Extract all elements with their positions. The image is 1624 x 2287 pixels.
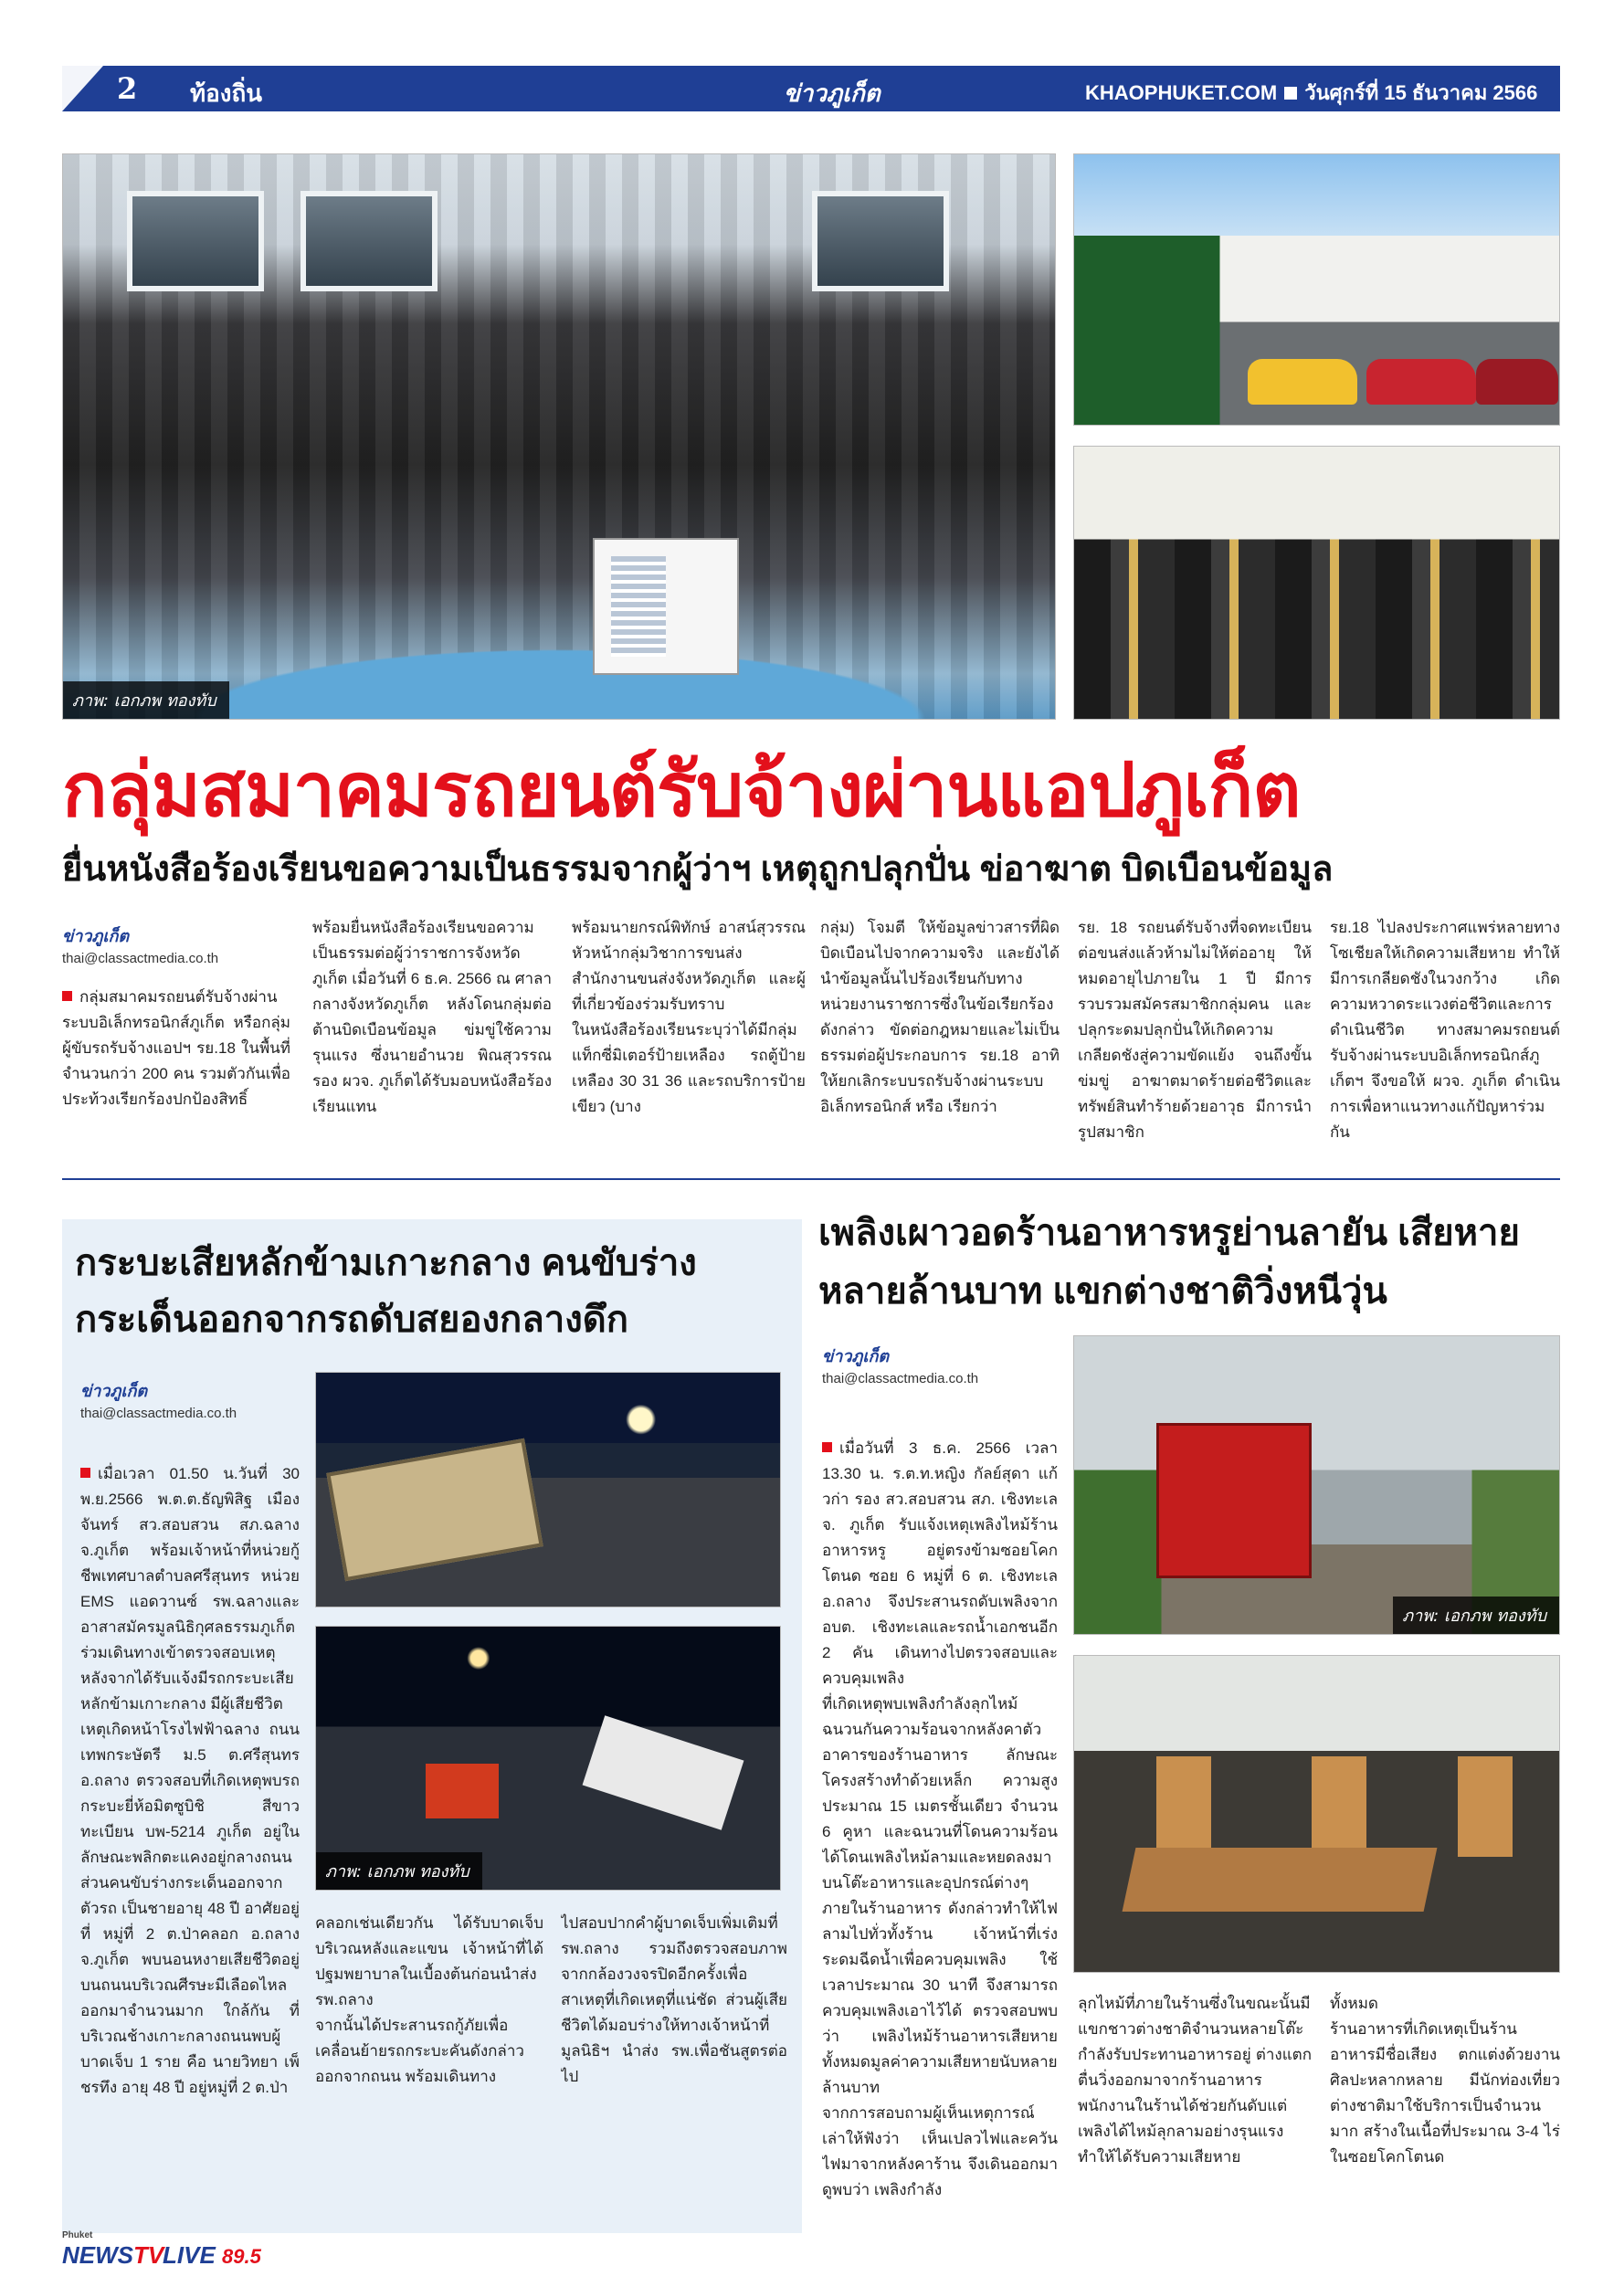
byline-email[interactable]: thai@classactmedia.co.th xyxy=(80,1406,237,1421)
bullet-icon xyxy=(822,1442,832,1452)
story3-column-3: ทั้งหมด ร้านอาหารที่เกิดเหตุเป็นร้านอาหารมีชื่อเสียง ตกแต่งด้วยงานศิลปะหลากหลาย มีนักท่องเที่ยวต่างชาติมาใช้บริการเป็นจำนวนมาก สร้างในเนื้อที่ประมาณ 3-4 ไร่ในซอยโคกโตนด xyxy=(1330,1995,1560,2166)
page-number: 2 xyxy=(117,71,138,106)
story1-column-4: กลุ่ม) โจมตี ให้ข้อมูลข่าวสารที่ผิด บิดเบือนไปจากความจริง และยังได้นำข้อมูลนั้นไปร้องเรียนกับทางหน่วยงานราชการซึ่งในข้อเรียกร้องดังกล่าว ขัดต่อกฎหมายและไม่เป็นธรรมต่อผู้ประกอบการ รย.18 อาทิ ให้ยกเลิกระบบรถรับจ้างผ่านระบบอิเล็กทรอนิกส์ หรือ เรียกว่า xyxy=(820,919,1060,1115)
byline-name: ข่าวภูเก็ต xyxy=(62,927,130,946)
footer-tag: Phuket xyxy=(62,2230,93,2240)
main-headline: กลุ่มสมาคมรถยนต์รับจ้างผ่านแอปภูเก็ต xyxy=(62,749,1301,832)
site-and-date xyxy=(1085,77,1537,109)
fire-headline: เพลิงเผาวอดร้านอาหารหรูย่านลายัน เสียหายหลายล้านบาท แขกต่างชาติวิ่งหนีวุ่น xyxy=(818,1213,1520,1312)
corner-logo-icon xyxy=(62,66,112,111)
byline xyxy=(80,1377,237,1421)
burnt-restaurant-photo xyxy=(1073,1655,1560,1973)
stretcher-shape xyxy=(426,1764,499,1818)
byline-email[interactable]: thai@classactmedia.co.th xyxy=(822,1371,979,1386)
byline-name: ข่าวภูเก็ต xyxy=(822,1347,890,1366)
petition-handover-photo xyxy=(1073,446,1560,720)
table-shape xyxy=(1123,1848,1438,1912)
fire-truck-shape xyxy=(1156,1423,1312,1578)
overturned-pickup-photo xyxy=(315,1372,781,1607)
petition-board xyxy=(593,538,739,675)
bullet-icon xyxy=(80,1468,90,1478)
publication-logo: ข่าวภูเก็ต xyxy=(784,80,881,108)
story1-column-6: รย.18 ไปลงประกาศแพร่หลายทางโซเชียลให้เกิดความเสียหาย ทำให้มีการเกลียดชังในวงกว้าง เกิดความหวาดระแวงต่อชีวิตและการดำเนินชีวิต ทางสมาคมรถยนต์รับจ้างผ่านระบบอิเล็กทรอนิกส์ภูเก็ตฯ จึงขอให้ ผวจ. ภูเก็ต ดำเนินการเพื่อหาแนวทางแก้ปัญหาร่วมกัน xyxy=(1330,919,1560,1141)
chair-shape xyxy=(1312,1756,1366,1857)
story1-column-1: กลุ่มสมาคมรถยนต์รับจ้างผ่านระบบอิเล็กทรอนิกส์ภูเก็ต หรือกลุ่มผู้ขับรถรับจ้างแอปฯ รย.18 ในพื้นที่ จำนวนกว่า 200 คน รวมตัวกันเพื่อประท้วงเรียกร้องปกป้องสิทธิ์ xyxy=(62,988,290,1108)
photo-credit: ภาพ: เอกภพ ทองทับ xyxy=(1393,1597,1559,1634)
sub-headline: ยื่นหนังสือร้องเรียนขอความเป็นธรรมจากผู้ว่าฯ เหตุถูกปลุกปั่น ข่อาฆาต บิดเบือนข้อมูล xyxy=(62,850,1334,889)
chair-shape xyxy=(1458,1756,1513,1857)
car-shape xyxy=(1476,359,1558,405)
bullet-icon xyxy=(62,991,72,1001)
window-shape xyxy=(812,191,949,291)
accident-headline: กระบะเสียหลักข้ามเกาะกลาง คนขับร่างกระเด็นออกจากรถดับสยองกลางดึก xyxy=(75,1243,697,1340)
byline xyxy=(822,1343,978,1386)
story3-column-2: ลุกไหม้ที่ภายในร้านซึ่งในขณะนั้นมีแขกชาวต่างชาติจำนวนหลายโต๊ะ กำลังรับประทานอาหารอยู่ ต่างแตกตื่นวิ่งออกมาจากร้านอาหาร พนักงานในร้านได้ช่วยกันดับแต่เพลิงได้ไหม้ลุกลามอย่างรุนแรง ทำให้ได้รับความเสียหาย xyxy=(1078,1995,1312,2166)
byline xyxy=(62,922,218,966)
window-shape xyxy=(301,191,438,291)
story1-column-2: พร้อมยื่นหนังสือร้องเรียนขอความเป็นธรรมต่อผู้ว่าราชการจังหวัดภูเก็ต เมื่อวันที่ 6 ธ.ค. 2566 ณ ศาลากลางจังหวัดภูเก็ต หลังโดนกลุ่มต่อต้านบิดเบือนข้อมูล ข่มขู่ใช้ความรุนแรง ซึ่งนายอำนวย พิณสุวรรณ รอง ผวจ. ภูเก็ตได้รับมอบหนังสือร้องเรียนแทน xyxy=(312,919,552,1115)
rescue-scene-photo xyxy=(315,1626,781,1891)
section-divider xyxy=(62,1178,1560,1180)
fire-truck-photo xyxy=(1073,1335,1560,1635)
story2-column-3: ไปสอบปากคำผู้บาดเจ็บเพิ่มเติมที่ รพ.ถลาง รวมถึงตรวจสอบภาพจากกล้องวงจรปิดอีกครั้งเพื่อสาเหตุที่เกิดเหตุที่แน่ชัด ส่วนผู้เสียชีวิตได้มอบร่างให้ทางเจ้าหน้าที่มูลนิธิฯ นำส่ง รพ.เพื่อชันสูตรต่อไป xyxy=(561,1914,787,2085)
footer-logos xyxy=(62,2230,261,2274)
car-shape xyxy=(1366,359,1476,405)
story1-column-3: พร้อมนายกรณ์พิทักษ์ อาสน์สุวรรณ หัวหน้ากลุ่มวิชาการขนส่ง สำนักงานขนส่งจังหวัดภูเก็ต และผู้ที่เกี่ยวข้องร่วมรับทราบ ในหนังสือร้องเรียนระบุว่าได้มีกลุ่มแท็กซี่มิเตอร์ป้ายเหลือง รถตู้ป้ายเหลือง 30 31 36 และรถบริการป้ายเขียว (บาง xyxy=(572,919,806,1115)
square-separator-icon xyxy=(1284,87,1297,100)
news-tv-logo: NEWSTV xyxy=(62,2241,164,2269)
story2-column-1: เมื่อเวลา 01.50 น.วันที่ 30 พ.ย.2566 พ.ต.ต.ธัญพิสิฐ เมืองจันทร์ สว.สอบสวน สภ.ฉลาง จ.ภูเก็ต พร้อมเจ้าหน้าที่หน่วยกู้ชีพเทศบาลตำบลศรีสุนทร หน่วย EMS แอดวานซ์ รพ.ฉลางและอาสาสมัครมูลนิธิกุศลธรรมภูเก็ต ร่วมเดินทางเข้าตรวจสอบเหตุหลังจากได้รับแจ้งมีรถกระบะเสียหลักข้ามเกาะกลาง มีผู้เสียชีวิต เหตุเกิดหน้าโรงไฟฟ้าฉลาง ถนนเทพกระษัตรี ม.5 ต.ศรีสุนทร อ.ถลาง ตรวจสอบที่เกิดเหตุพบรถกระบะยี่ห้อมิตซูบิชิ สีขาว ทะเบียน บพ-5214 ภูเก็ต อยู่ในลักษณะพลิกตะแคงอยู่กลางถนน ส่วนคนขับร่างกระเด็นออกจากตัวรถ เป็นชายอายุ 48 ปี อาศัยอยู่ที่ หมู่ที่ 2 ต.ป่าคลอก อ.ถลาง จ.ภูเก็ต พบนอนหงายเสียชีวิตอยู่บนถนนบริเวณศีรษะมีเลือดไหลออกมาจำนวนมาก ใกล้กัน ที่บริเวณช้างเกาะกลางถนนพบผู้บาดเจ็บ 1 ราย คือ นายวิทยา เพ็ชรทึง อายุ 48 ปี อยู่หมู่ที่ 2 ต.ป่า xyxy=(80,1465,300,2096)
photo-credit: ภาพ: เอกภพ ทองทับ xyxy=(63,681,229,719)
story3-column-1: เมื่อวันที่ 3 ธ.ค. 2566 เวลา 13.30 น. ร.ต.ท.หญิง กัลย์สุดา แก้วก่า รอง สว.สอบสวน สภ. เชิงทะเล จ. ภูเก็ต รับแจ้งเหตุเพลิงไหม้ร้านอาหารหรู อยู่ตรงข้ามซอยโคกโตนด ซอย 6 หมู่ที่ 6 ต. เชิงทะเล อ.ถลาง จึงประสานรถดับเพลิงจาก อบต. เชิงทะเลและรถน้ำเอกชนอีก 2 คัน เดินทางไปตรวจสอบและควบคุมเพลิง ที่เกิดเหตุพบเพลิงกำลังลุกไหม้ฉนวนกันความร้อนจากหลังคาตัวอาคารของร้านอาหาร ลักษณะโครงสร้างทำด้วยเหล็ก ความสูงประมาณ 15 เมตรชั้นเดียว จำนวน 6 คูหา และฉนวนที่โดนความร้อนได้โดนเพลิงไหม้ลามและหยดลงมาบนโต๊ะอาหารและอุปกรณ์ต่างๆ ภายในร้านอาหาร ดังกล่าวทำให้ไฟลามไปทั่วทั้งร้าน เจ้าหน้าที่เร่งระดมฉีดน้ำเพื่อควบคุมเพลิง ใช้เวลาประมาณ 30 นาที จึงสามารถควบคุมเพลิงเอาไว้ได้ ตรวจสอบพบว่า เพลิงไหม้ร้านอาหารเสียหายทั้งหมดมูลค่าความเสียหายนับหลายล้านบาท จากการสอบถามผู้เห็นเหตุการณ์ เล่าให้ฟังว่า เห็นเปลวไฟและควันไฟมาจากหลังคาร้าน จึงเดินออกมาดูพบว่า เพลิงกำลัง xyxy=(822,1439,1058,2198)
protest-crowd-photo xyxy=(62,153,1056,720)
section-title: ท้องถิ่น xyxy=(190,79,262,107)
issue-date: วันศุกร์ที่ 15 ธันวาคม 2566 xyxy=(1304,81,1538,104)
masthead-bar xyxy=(62,66,1560,111)
car-shape xyxy=(1248,359,1357,405)
story2-column-2: คลอกเช่นเดียวกัน ได้รับบาดเจ็บบริเวณหลังและแขน เจ้าหน้าที่ได้ปฐมพยาบาลในเบื้องต้นก่อนนำส่ง รพ.ถลาง จากนั้นได้ประสานรถกู้ภัยเพื่อเคลื่อนย้ายรถกระบะคันดังกล่าวออกจากถนน พร้อมเดินทาง xyxy=(315,1914,543,2085)
overturned-vehicle-shape xyxy=(326,1439,543,1581)
window-shape xyxy=(127,191,264,291)
crashed-car-shape xyxy=(583,1715,744,1830)
story1-column-5: รย. 18 รถยนต์รับจ้างที่จดทะเบียนต่อขนส่งแล้วห้ามไม่ให้ต่ออายุ ให้หมดอายุไปภายใน 1 ปี มีการรวบรวมสมัครสมาชิกกลุ่มคน และปลุกระดมปลุกปั่นให้เกิดความเกลียดชังสู่ความขัดแย้ง จนถึงขั้นข่มขู่ อาฆาตมาดร้ายต่อชีวิตและทรัพย์สินทำร้ายด้วยอาวุธ มีการนำรูปสมาชิก xyxy=(1078,919,1312,1141)
fire-headline-block xyxy=(818,1204,1560,1323)
city-hall-photo xyxy=(1073,153,1560,426)
photo-credit: ภาพ: เอกภพ ทองทับ xyxy=(316,1852,482,1890)
chair-shape xyxy=(1156,1756,1211,1857)
site-url[interactable]: KHAOPHUKET.COM xyxy=(1085,81,1278,104)
byline-email[interactable]: thai@classactmedia.co.th xyxy=(62,951,219,966)
live-radio-logo: LIVE 89.5 xyxy=(163,2241,261,2269)
byline-name: ข่าวภูเก็ต xyxy=(80,1382,148,1401)
